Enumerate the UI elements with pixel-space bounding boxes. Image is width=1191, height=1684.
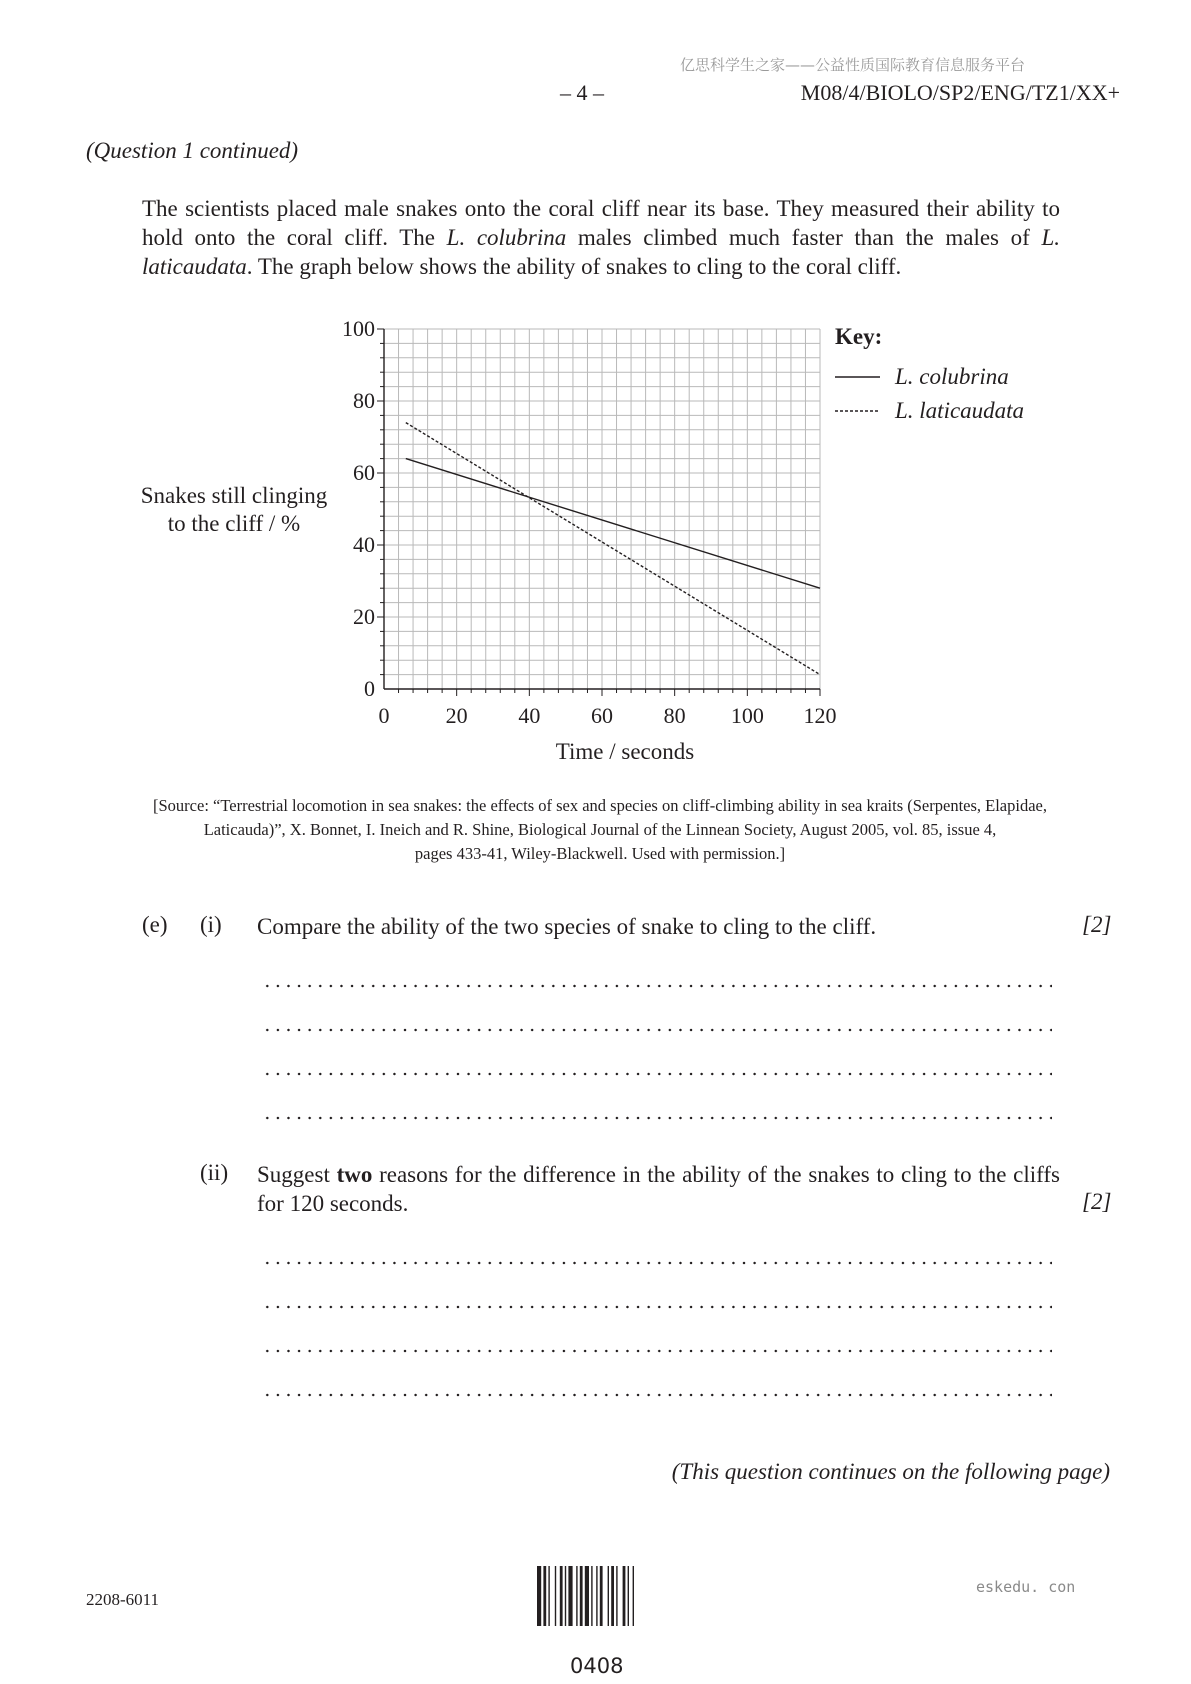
x-tick-label: 40 xyxy=(518,703,541,728)
barcode-bar xyxy=(568,1566,572,1626)
part-ii-label: (ii) xyxy=(200,1160,229,1185)
answer-line[interactable] xyxy=(262,1349,1052,1353)
barcode-bar xyxy=(555,1566,556,1626)
watermark-text: 亿思科学生之家——公益性质国际教育信息服务平台 xyxy=(680,56,1026,74)
intro-paragraph xyxy=(142,194,1060,281)
answer-line[interactable] xyxy=(262,1261,1052,1265)
y-tick-label: 40 xyxy=(353,532,375,557)
species-laticaudata: L. laticaudata xyxy=(142,225,1060,279)
barcode-bar xyxy=(580,1566,583,1626)
question-continued-label: (Question 1 continued) xyxy=(86,138,299,163)
barcode-icon xyxy=(535,1566,665,1632)
y-tick-label: 20 xyxy=(353,604,375,629)
answer-line[interactable] xyxy=(262,1072,1052,1076)
intro-text-1: The scientists placed male snakes onto the coral cliff near its base. They measured their ability to hold onto the coral cliff. The xyxy=(142,196,1060,250)
part-ii-marks: [2] xyxy=(1082,1189,1112,1214)
barcode-bar xyxy=(633,1566,634,1626)
intro-text-2: males climbed much faster than the males of xyxy=(566,225,1042,250)
continues-note: (This question continues on the following page) xyxy=(671,1459,1110,1484)
x-tick-label: 100 xyxy=(730,703,764,728)
source-line-2: Laticauda)”, X. Bonnet, I. Ineich and R. Shine, Biological Journal of the Linnean Society, August 2005, vol. 85, issue 4, xyxy=(203,820,997,839)
y-tick-label: 100 xyxy=(342,316,375,341)
barcode-bar xyxy=(591,1566,592,1626)
part-ii-text xyxy=(257,1160,1060,1218)
barcode-number: 0408 xyxy=(570,1654,624,1678)
chart-series xyxy=(406,423,820,675)
cling-chart xyxy=(120,308,1080,778)
part-i-marks: [2] xyxy=(1082,912,1112,937)
intro-text-3: . The graph below shows the ability of snakes to cling to the coral cliff. xyxy=(246,254,902,279)
x-axis-label: Time / seconds xyxy=(555,739,695,764)
y-axis-label-line1: Snakes still clinging xyxy=(140,483,328,508)
barcode-bar xyxy=(616,1566,617,1626)
series-line-laticaudata xyxy=(406,423,820,675)
barcode-bar xyxy=(560,1566,563,1626)
legend-label-colubrina: L. colubrina xyxy=(895,364,1009,389)
question-e-label: (e) xyxy=(142,912,168,937)
paper-code: M08/4/BIOLO/SP2/ENG/TZ1/XX+ xyxy=(800,80,1120,105)
answer-line[interactable] xyxy=(262,984,1052,988)
barcode-bar xyxy=(611,1566,614,1626)
barcode-bar xyxy=(548,1566,549,1626)
part-i-text: Compare the ability of the two species of snake to cling to the cliff. xyxy=(257,914,877,939)
footer-site: eskedu. con xyxy=(976,1578,1076,1596)
y-tick-label: 0 xyxy=(364,676,375,701)
part-ii-text-before: Suggest xyxy=(257,1162,337,1187)
chart-grid xyxy=(384,329,820,689)
x-tick-label: 0 xyxy=(378,703,390,728)
barcode-bar xyxy=(585,1566,589,1626)
barcode-bar xyxy=(623,1566,626,1626)
y-tick-label: 80 xyxy=(353,388,375,413)
footer-code: 2208-6011 xyxy=(86,1590,160,1609)
barcode-bar xyxy=(596,1566,597,1626)
source-line-1: [Source: “Terrestrial locomotion in sea snakes: the effects of sex and species on cliff-climbing ability in sea kraits (Serpentes, Elapidae, xyxy=(153,796,1047,815)
y-axis-label-line2: to the cliff / % xyxy=(167,511,301,536)
species-colubrina: L. colubrina xyxy=(446,225,567,250)
x-tick-label: 120 xyxy=(803,703,837,728)
answer-line[interactable] xyxy=(262,1305,1052,1309)
answer-line[interactable] xyxy=(262,1393,1052,1397)
source-citation xyxy=(100,794,1100,866)
legend-title: Key: xyxy=(835,324,883,349)
x-tick-label: 20 xyxy=(445,703,468,728)
answer-line[interactable] xyxy=(262,1028,1052,1032)
source-line-3: pages 433-41, Wiley-Blackwell. Used with permission.] xyxy=(414,844,786,863)
barcode-bar xyxy=(543,1566,546,1626)
part-ii-text-bold: two xyxy=(336,1162,373,1187)
page-number: – 4 – xyxy=(560,80,604,105)
barcode-bar xyxy=(537,1566,541,1626)
series-line-colubrina xyxy=(406,459,820,589)
legend-label-laticaudata: L. laticaudata xyxy=(895,398,1025,423)
barcode-bar xyxy=(608,1566,609,1626)
barcode-bar xyxy=(576,1566,577,1626)
x-tick-label: 60 xyxy=(591,703,613,728)
part-ii-text-after: reasons for the difference in the ability of the snakes to cling to the cliffs for 120 seconds. xyxy=(257,1162,1060,1216)
answer-line[interactable] xyxy=(262,1116,1052,1120)
barcode-bar xyxy=(600,1566,603,1626)
barcode-bar xyxy=(565,1566,566,1626)
barcode-bar xyxy=(628,1566,629,1626)
part-i-label: (i) xyxy=(200,912,222,937)
x-tick-label: 80 xyxy=(663,703,686,728)
y-tick-label: 60 xyxy=(353,460,375,485)
